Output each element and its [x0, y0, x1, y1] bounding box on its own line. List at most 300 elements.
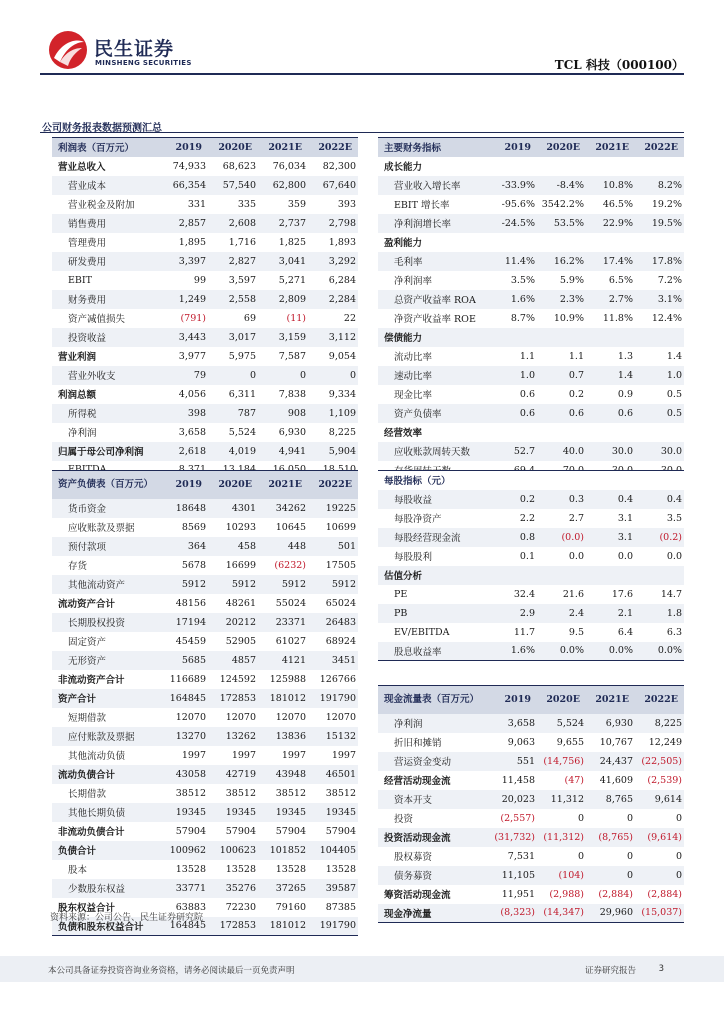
cell-value: 4,941 — [258, 442, 308, 461]
cell-value: (0.2) — [635, 528, 684, 547]
cell-value: 76,034 — [272, 160, 306, 172]
cell-value: 5,524 — [537, 714, 586, 733]
row-label: 货币资金 — [52, 499, 160, 518]
section-divider — [40, 132, 684, 133]
cell-value: 52.7 — [490, 442, 537, 461]
cell-value: 164845 — [160, 917, 208, 936]
page-header — [0, 0, 724, 80]
cell-value — [586, 423, 635, 442]
row-label: 非流动负债合计 — [58, 827, 125, 838]
cell-value: 10293 — [225, 521, 256, 533]
cell-value: 3,443 — [160, 328, 208, 347]
cell-value — [635, 157, 684, 176]
row-label: 研发费用 — [52, 252, 160, 271]
row-label: 每股经营现金流 — [378, 528, 490, 547]
cell-value: 5,271 — [278, 274, 306, 286]
minsheng-logo-icon — [46, 28, 90, 72]
cell-value: 0 — [258, 366, 308, 385]
column-header: 2020E — [537, 138, 586, 157]
cell-value — [537, 233, 586, 252]
cell-value: 0 — [635, 866, 684, 885]
row-label: PB — [378, 604, 490, 623]
cell-value: 0.6 — [519, 388, 535, 400]
cell-value: 3,112 — [308, 328, 358, 347]
cell-value: 11,312 — [537, 790, 586, 809]
column-header: 2022E — [308, 471, 358, 499]
per-share-indicators-table — [378, 470, 684, 661]
cell-value: 79160 — [275, 901, 306, 913]
cell-value: 1997 — [181, 749, 206, 761]
row-label: 长期股权投资 — [52, 613, 160, 632]
cell-value: 8.7% — [510, 312, 535, 324]
cell-value: 19.2% — [651, 198, 682, 210]
cell-value: 908 — [258, 404, 308, 423]
cell-value — [537, 157, 586, 176]
cell-value: 125988 — [269, 673, 306, 685]
cell-value: (791) — [180, 312, 206, 324]
cell-value: 26483 — [308, 613, 358, 632]
cell-value: 335 — [237, 198, 256, 210]
cell-value: (11,312) — [537, 828, 586, 847]
row-label: 负债和股东权益合计 — [52, 917, 160, 936]
cell-value — [490, 233, 537, 252]
cell-value: 65024 — [325, 597, 356, 609]
cell-value: 0 — [675, 812, 682, 824]
row-label: 短期借款 — [68, 713, 107, 724]
cell-value: 1.4 — [586, 366, 635, 385]
cell-value: 5.9% — [559, 274, 584, 286]
footer-disclaimer: 本公司具备证券投资咨询业务资格，请务必阅读最后一页免责声明 — [48, 966, 295, 976]
cell-value: 74,933 — [172, 160, 206, 172]
row-label: 销售费用 — [52, 214, 160, 233]
cell-value: 19345 — [308, 803, 358, 822]
row-label: 净利润 — [68, 428, 97, 439]
cell-value: 87385 — [325, 901, 356, 913]
cell-value: 0.0% — [537, 642, 586, 661]
cell-value: (0.0) — [537, 528, 586, 547]
cell-value: 3,041 — [258, 252, 308, 271]
cell-value: 101852 — [258, 841, 308, 860]
cell-value: 57,540 — [208, 176, 258, 195]
cell-value: 4121 — [258, 651, 308, 670]
cell-value: 3.1% — [635, 290, 684, 309]
cell-value: 12.4% — [651, 312, 682, 324]
table-row — [378, 271, 684, 290]
cell-value: 0.4 — [635, 490, 684, 509]
cell-value: 364 — [160, 537, 208, 556]
cell-value: 0.4 — [586, 490, 635, 509]
row-label: 应付账款及票据 — [52, 727, 160, 746]
table-row — [378, 566, 684, 585]
cell-value: 19345 — [258, 803, 308, 822]
cell-value: 2,608 — [208, 214, 258, 233]
cell-value: 13528 — [175, 863, 206, 875]
row-label: 偿债能力 — [378, 328, 490, 347]
cell-value: 2.1 — [586, 604, 635, 623]
cell-value: 2.3% — [537, 290, 586, 309]
table-row — [378, 904, 684, 923]
cell-value: 20,023 — [490, 790, 537, 809]
cell-value: 0.2 — [568, 388, 584, 400]
cell-value: 172853 — [208, 917, 258, 936]
cell-value — [635, 423, 684, 442]
cell-value: 9,054 — [328, 350, 356, 362]
cell-value: 0.6 — [586, 404, 635, 423]
cell-value — [586, 328, 635, 347]
cell-value: 2.2 — [519, 512, 535, 524]
cell-value: 4,056 — [178, 388, 206, 400]
row-label: EV/EBITDA — [394, 626, 450, 638]
row-label: 资本开支 — [378, 790, 490, 809]
cell-value: 0.9 — [617, 388, 633, 400]
table-row — [52, 518, 358, 537]
cell-value: 9,063 — [507, 736, 535, 748]
row-label: 预付款项 — [52, 537, 160, 556]
cell-value: 17194 — [160, 613, 208, 632]
table-row — [52, 841, 358, 860]
row-label: 资产合计 — [52, 689, 160, 708]
cell-value: 0.6 — [537, 404, 586, 423]
table-title: 主要财务指标 — [378, 138, 490, 157]
table-row — [52, 765, 358, 784]
cell-value: 72230 — [225, 901, 256, 913]
table-row — [378, 157, 684, 176]
row-label: 现金净流量 — [378, 904, 490, 923]
row-label: 营业利润 — [58, 352, 97, 363]
table-title: 利润表（百万元） — [52, 138, 160, 157]
cell-value: 41,609 — [599, 774, 633, 786]
cell-value: 1.0 — [635, 366, 684, 385]
table-row — [52, 328, 358, 347]
cell-value: (2,988) — [549, 888, 584, 900]
cell-value: 331 — [187, 198, 206, 210]
cell-value: 191790 — [308, 689, 358, 708]
cell-value: 63883 — [175, 901, 206, 913]
row-label: 长期借款 — [68, 789, 107, 800]
row-label: 利润总额 — [58, 390, 97, 401]
cell-value: 12070 — [175, 711, 206, 723]
cell-value: 8,225 — [635, 714, 684, 733]
cell-value: 68924 — [325, 635, 356, 647]
cell-value: 17505 — [325, 559, 356, 571]
cell-value: 32.4 — [513, 588, 535, 600]
cell-value: 19.5% — [635, 214, 684, 233]
cell-value: 2,827 — [208, 252, 258, 271]
cell-value: 22.9% — [586, 214, 635, 233]
column-header — [586, 471, 635, 490]
cell-value: (6232) — [274, 559, 306, 571]
table-row — [378, 176, 684, 195]
row-label: 净利润率 — [394, 276, 433, 287]
cell-value: 2,284 — [308, 290, 358, 309]
row-label: 股东权益合计 — [58, 903, 116, 914]
row-label: 总资产收益率 ROA — [378, 290, 490, 309]
cell-value: (2,557) — [500, 812, 535, 824]
cell-value: 2.7% — [586, 290, 635, 309]
row-label: 管理费用 — [68, 238, 107, 249]
table-row — [378, 828, 684, 847]
row-label: 筹资活动现金流 — [384, 890, 451, 901]
cell-value: 1.0 — [490, 366, 537, 385]
cell-value: 57904 — [325, 825, 356, 837]
cell-value: 5912 — [308, 575, 358, 594]
row-label: 应收账款周转天数 — [378, 442, 490, 461]
cell-value — [490, 423, 537, 442]
cell-value: 3,292 — [308, 252, 358, 271]
cell-value: 55024 — [275, 597, 306, 609]
cell-value: 37265 — [258, 879, 308, 898]
cell-value: 398 — [160, 404, 208, 423]
cell-value — [586, 157, 635, 176]
cell-value — [490, 157, 537, 176]
table-row — [52, 708, 358, 727]
row-label: 盈利能力 — [384, 238, 423, 249]
cell-value: 57904 — [225, 825, 256, 837]
row-label: 营业税金及附加 — [68, 200, 135, 211]
table-row — [52, 727, 358, 746]
table-row — [52, 651, 358, 670]
table-row — [52, 689, 358, 708]
row-label: 速动比率 — [378, 366, 490, 385]
cell-value: 0.0% — [635, 642, 684, 661]
cell-value — [586, 566, 635, 585]
data-source-note: 资料来源：公司公告、民生证券研究院 — [50, 913, 204, 923]
cell-value: 12070 — [225, 711, 256, 723]
header-divider — [40, 73, 684, 75]
financial-indicators-table — [378, 137, 684, 499]
cell-value: 33771 — [160, 879, 208, 898]
cell-value: 5912 — [160, 575, 208, 594]
cell-value — [537, 566, 586, 585]
cell-value: 100623 — [208, 841, 258, 860]
row-label: 投资 — [394, 814, 414, 825]
cell-value: 13270 — [160, 727, 208, 746]
cell-value: 5912 — [258, 575, 308, 594]
cell-value: 3,597 — [228, 274, 256, 286]
cell-value: 11,105 — [490, 866, 537, 885]
table-header-row — [378, 686, 684, 714]
table-row — [378, 366, 684, 385]
cell-value: 9,614 — [635, 790, 684, 809]
row-label: 所得税 — [52, 404, 160, 423]
cell-value — [490, 566, 537, 585]
table-row — [52, 537, 358, 556]
cell-value: -33.9% — [490, 176, 537, 195]
cell-value: 501 — [308, 537, 358, 556]
cell-value: 2,857 — [160, 214, 208, 233]
cell-value: (14,347) — [537, 904, 586, 923]
cell-value: (2,884) — [598, 888, 633, 900]
row-label: 每股股利 — [394, 552, 433, 563]
row-label: 非流动资产合计 — [58, 675, 125, 686]
column-header: 2019 — [490, 138, 537, 157]
table-row — [52, 499, 358, 518]
cell-value: 359 — [287, 198, 306, 210]
table-row — [378, 309, 684, 328]
table-row — [52, 290, 358, 309]
table-row — [52, 385, 358, 404]
row-label: 经营活动现金流 — [384, 776, 451, 787]
row-label: 投资收益 — [52, 328, 160, 347]
table-row — [378, 328, 684, 347]
column-header: 2022E — [635, 686, 684, 714]
cell-value: 11.7 — [513, 626, 535, 638]
cell-value: 104405 — [308, 841, 358, 860]
row-label: 其他长期负债 — [52, 803, 160, 822]
cell-value: 9,334 — [328, 388, 356, 400]
cell-value: 6,930 — [586, 714, 635, 733]
cell-value: (8,765) — [586, 828, 635, 847]
cell-value: 6.5% — [608, 274, 633, 286]
table-row — [378, 490, 684, 509]
table-row — [378, 847, 684, 866]
cell-value: 3,658 — [490, 714, 537, 733]
cell-value: 12,249 — [648, 736, 682, 748]
table-row — [52, 860, 358, 879]
cell-value: 1.3 — [617, 350, 633, 362]
cell-value: 66,354 — [160, 176, 208, 195]
table-row — [378, 585, 684, 604]
cell-value: 3.5 — [666, 512, 682, 524]
cell-value: 1.1 — [519, 350, 535, 362]
cell-value: 2.7 — [568, 512, 584, 524]
cell-value: 6.3 — [666, 626, 682, 638]
cell-value: 57904 — [275, 825, 306, 837]
cell-value: 16699 — [225, 559, 256, 571]
footer-report-type: 证券研究报告 — [584, 966, 636, 976]
cell-value: 393 — [337, 198, 356, 210]
cell-value: 38512 — [275, 787, 306, 799]
cell-value: 38512 — [175, 787, 206, 799]
cash-flow-table — [378, 685, 684, 923]
cell-value: 1997 — [281, 749, 306, 761]
table-title: 每股指标（元） — [378, 471, 490, 490]
table-row — [52, 252, 358, 271]
cell-value: 34262 — [258, 499, 308, 518]
cell-value: (11) — [286, 312, 306, 324]
column-header: 2020E — [537, 686, 586, 714]
cell-value: 126766 — [319, 673, 356, 685]
cell-value: 19225 — [308, 499, 358, 518]
column-header: 2021E — [258, 138, 308, 157]
cell-value: 1.6% — [490, 290, 537, 309]
table-row — [52, 176, 358, 195]
cell-value: 99 — [193, 274, 206, 286]
cell-value — [490, 328, 537, 347]
column-header: 2021E — [586, 138, 635, 157]
cell-value: 2.4 — [537, 604, 586, 623]
cell-value: 5685 — [160, 651, 208, 670]
table-row — [378, 404, 684, 423]
table-row — [378, 604, 684, 623]
cell-value: 181012 — [258, 689, 308, 708]
cell-value: 5,904 — [308, 442, 358, 461]
row-label: 毛利率 — [378, 252, 490, 271]
table-row — [378, 623, 684, 642]
row-label: 其他流动资产 — [52, 575, 160, 594]
table-row — [378, 195, 684, 214]
cell-value: 124592 — [219, 673, 256, 685]
cell-value: 53.5% — [537, 214, 586, 233]
table-row — [52, 556, 358, 575]
cell-value: 0.0% — [586, 642, 635, 661]
cell-value: 4857 — [208, 651, 258, 670]
cell-value: 2,737 — [258, 214, 308, 233]
row-label: 负债合计 — [52, 841, 160, 860]
cell-value: 46501 — [308, 765, 358, 784]
cell-value: 5,975 — [228, 350, 256, 362]
cell-value: 0 — [675, 850, 682, 862]
row-label: 每股收益 — [378, 490, 490, 509]
row-label: 现金比率 — [394, 390, 433, 401]
cell-value: 12070 — [325, 711, 356, 723]
cell-value: 17.4% — [586, 252, 635, 271]
cell-value: 10,767 — [599, 736, 633, 748]
table-row — [52, 214, 358, 233]
table-row — [52, 575, 358, 594]
row-label: 估值分析 — [378, 566, 490, 585]
table-row — [378, 290, 684, 309]
table-row — [378, 347, 684, 366]
cell-value: 0 — [308, 366, 358, 385]
column-header — [490, 471, 537, 490]
cell-value: 8.2% — [635, 176, 684, 195]
cell-value: 35276 — [208, 879, 258, 898]
row-label: 固定资产 — [68, 637, 107, 648]
cell-value: 191790 — [308, 917, 358, 936]
cell-value: 43948 — [258, 765, 308, 784]
cell-value: 2,618 — [160, 442, 208, 461]
cell-value: 13528 — [225, 863, 256, 875]
cell-value: 7,838 — [278, 388, 306, 400]
row-label: 净资产收益率 ROE — [394, 314, 476, 325]
cell-value: -95.6% — [501, 198, 535, 210]
row-label: 营业成本 — [52, 176, 160, 195]
row-label: 股权募资 — [394, 852, 433, 863]
cell-value: 10645 — [275, 521, 306, 533]
cell-value: 1,249 — [160, 290, 208, 309]
cell-value — [537, 423, 586, 442]
table-row — [52, 195, 358, 214]
cell-value: 13262 — [208, 727, 258, 746]
cell-value: 14.7 — [660, 588, 682, 600]
row-label: 债务募资 — [378, 866, 490, 885]
page-number: 3 — [658, 964, 664, 974]
cell-value: (31,732) — [490, 828, 537, 847]
cell-value — [635, 566, 684, 585]
column-header: 2019 — [490, 686, 537, 714]
column-header: 2019 — [160, 138, 208, 157]
column-header: 2021E — [258, 471, 308, 499]
cell-value: 79 — [160, 366, 208, 385]
table-row — [52, 347, 358, 366]
cell-value: 13528 — [275, 863, 306, 875]
cell-value: 43058 — [160, 765, 208, 784]
cell-value: 5,524 — [228, 426, 256, 438]
table-row — [52, 613, 358, 632]
cell-value: 52905 — [225, 635, 256, 647]
table-row — [378, 547, 684, 566]
row-label: 财务费用 — [52, 290, 160, 309]
table-row — [378, 752, 684, 771]
page-footer — [0, 956, 724, 982]
row-label: 营运资金变动 — [378, 752, 490, 771]
cell-value: 8,225 — [328, 426, 356, 438]
cell-value: 10699 — [325, 521, 356, 533]
cell-value: 0.0 — [666, 550, 682, 562]
table-row — [52, 879, 358, 898]
cell-value: (14,756) — [537, 752, 586, 771]
